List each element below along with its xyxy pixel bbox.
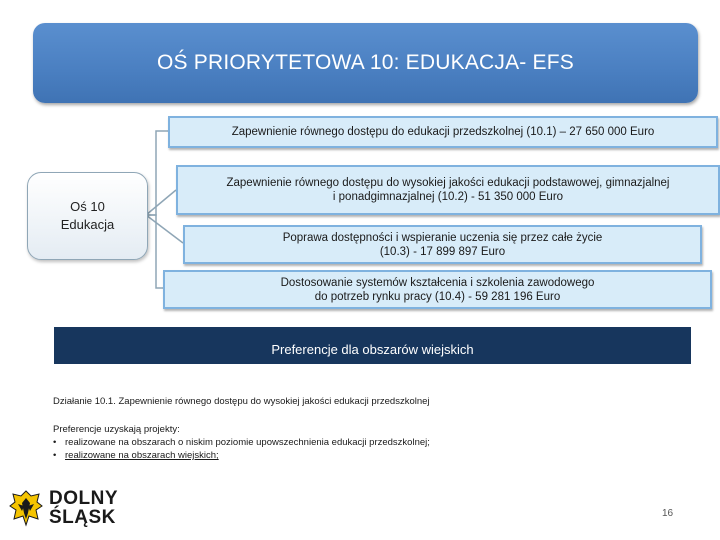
diagram-leaf-10-3 [183, 225, 702, 264]
leaf-10-2-text-line1: Zapewnienie równego dostępu do wysokiej jakości edukacji podstawowej, gimnazjalnej [226, 177, 670, 189]
connector-leaf-1 [146, 131, 168, 215]
dolny-slask-logo [9, 489, 121, 529]
preferences-heading: Preferencje dla obszarów wiejskich [271, 342, 474, 357]
leaf-10-3-text-line2: (10.3) - 17 899 897 Euro [379, 245, 506, 258]
logo-text-line1: DOLNY [49, 488, 118, 509]
root-label-line1: Oś 10 [70, 199, 105, 214]
page-number: 16 [662, 508, 674, 519]
measure-text: Działanie 10.1. Zapewnienie równego dostępu do wysokiej jakości edukacji przedszkolnej [53, 396, 430, 407]
leaf-10-2-text-line2: i ponadgimnazjalnej (10.2) - 51 350 000 Euro [332, 191, 564, 203]
diagram-root-node [27, 172, 148, 260]
page-title: OŚ PRIORYTETOWA 10: EDUKACJA- EFS [157, 51, 574, 74]
leaf-10-4-text-line1: Dostosowanie systemów kształcenia i szkolenia zawodowego [280, 276, 595, 289]
leaf-10-1-text: Zapewnienie równego dostępu do edukacji przedszkolnej (10.1) – 27 650 000 Euro [231, 126, 655, 138]
diagram-leaf-10-2 [176, 165, 720, 215]
list-item: • realizowane na obszarach o niskim poziomie upowszechnienia edukacji przedszkolnej; [53, 437, 430, 448]
leaf-10-4-text-line2: do potrzeb rynku pracy (10.4) - 59 281 196 Euro [314, 290, 561, 303]
preferences-list [53, 437, 430, 463]
leaf-10-3-text-line1: Poprawa dostępności i wspieranie uczenia się przez całe życie [282, 231, 603, 244]
list-item: • realizowane na obszarach wiejskich; [53, 450, 430, 461]
preferences-heading-bar [54, 327, 691, 364]
connector-leaf-2 [146, 190, 176, 215]
logo-text-line2: ŚLĄSK [49, 507, 116, 528]
eagle-crest-icon [9, 489, 43, 527]
diagram-leaf-10-1 [168, 116, 718, 148]
connector-leaf-3 [146, 215, 183, 243]
diagram-leaf-10-4 [163, 270, 712, 309]
root-label-line2: Edukacja [60, 217, 115, 232]
preferences-label: Preferencje uzyskają projekty: [53, 424, 180, 435]
